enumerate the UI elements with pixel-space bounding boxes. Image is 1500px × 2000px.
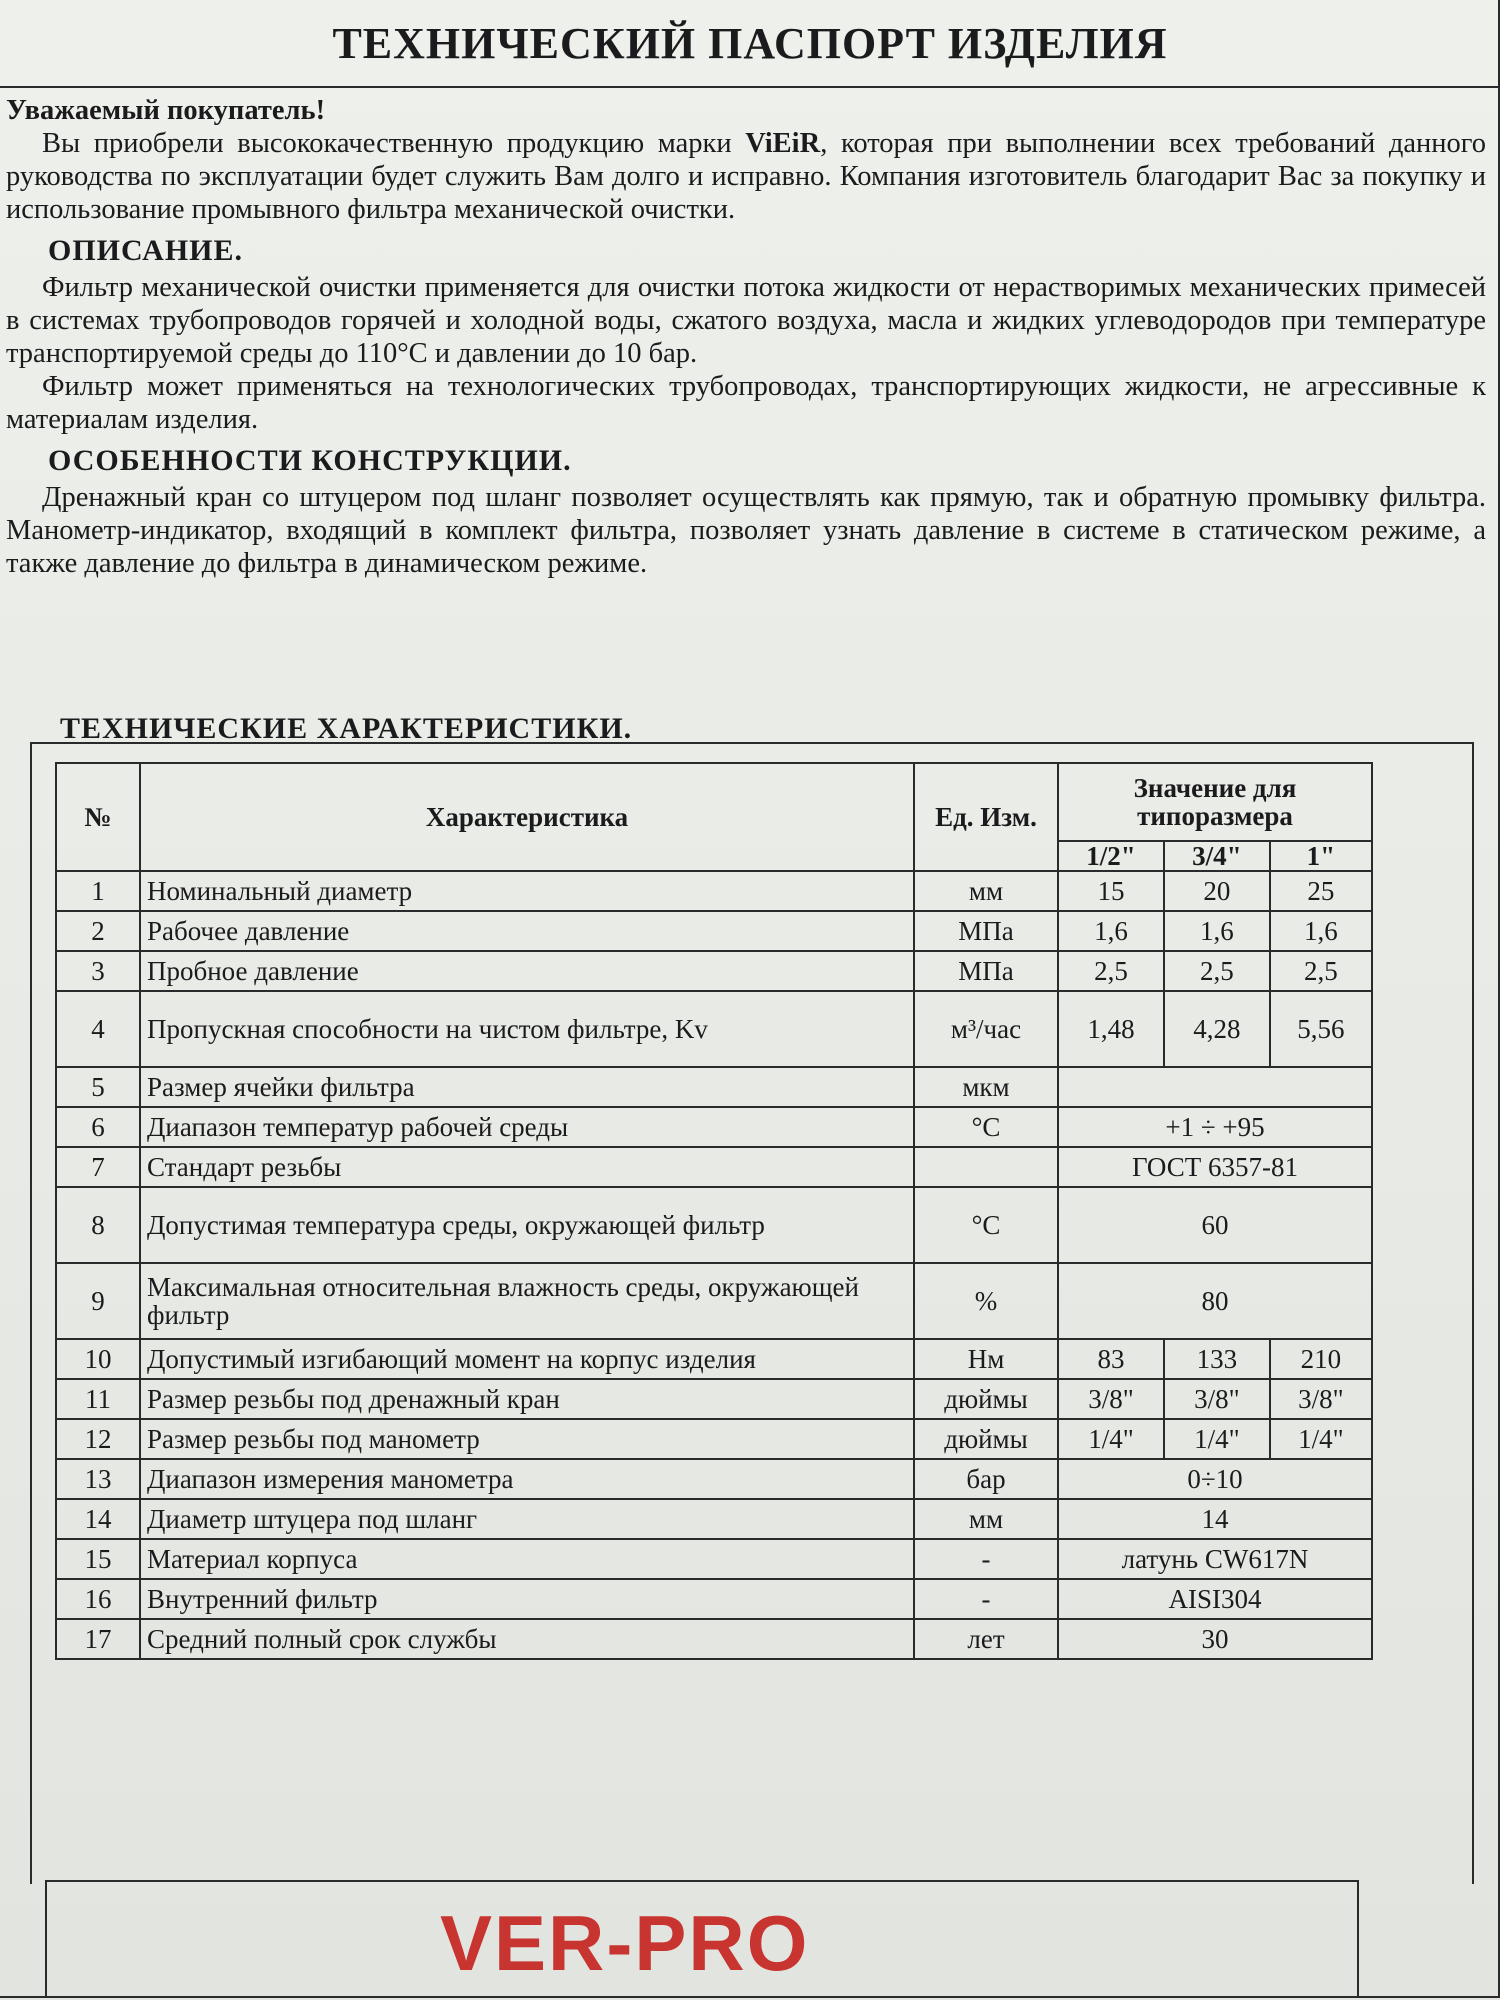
row-name: Размер ячейки фильтра [140, 1067, 914, 1107]
specs-heading: ТЕХНИЧЕСКИЕ ХАРАКТЕРИСТИКИ. [60, 712, 633, 745]
table-row [56, 1067, 1372, 1107]
row-value: 30 [1058, 1619, 1372, 1659]
table-row [56, 1107, 1372, 1147]
row-num: 12 [56, 1419, 140, 1459]
row-num: 4 [56, 991, 140, 1067]
row-value: +1 ÷ +95 [1058, 1107, 1372, 1147]
description-paragraph-1: Фильтр механической очистки применяется для очистки потока жидкости от нерастворимых механических примесей в системах трубопроводов горячей и холодной воды, сжатого воздуха, масла и жидких углеводородов при температуре транспортируемой среды до 110°С и давлении до 10 бар. [6, 272, 1486, 369]
table-row [56, 951, 1372, 991]
row-name: Допустимая температура среды, окружающей фильтр [140, 1187, 914, 1263]
table-row [56, 1263, 1372, 1339]
specs-table [55, 762, 1373, 1660]
row-unit [914, 1147, 1058, 1187]
row-value: 0÷10 [1058, 1459, 1372, 1499]
table-row [56, 871, 1372, 911]
row-value [1058, 1067, 1372, 1107]
row-unit: мкм [914, 1067, 1058, 1107]
description-heading: ОПИСАНИЕ. [48, 234, 244, 267]
row-name: Стандарт резьбы [140, 1147, 914, 1187]
table-row [56, 1619, 1372, 1659]
row-unit: МПа [914, 951, 1058, 991]
table-row [56, 1539, 1372, 1579]
row-num: 5 [56, 1067, 140, 1107]
row-num: 17 [56, 1619, 140, 1659]
row-value: 1,48 [1058, 991, 1164, 1067]
row-unit: - [914, 1579, 1058, 1619]
row-value: 14 [1058, 1499, 1372, 1539]
row-name: Номинальный диаметр [140, 871, 914, 911]
table-row [56, 1339, 1372, 1379]
table-row [56, 1419, 1372, 1459]
table-row [56, 1499, 1372, 1539]
row-name: Пробное давление [140, 951, 914, 991]
table-row [56, 1147, 1372, 1187]
row-unit: °С [914, 1187, 1058, 1263]
row-value: 4,28 [1164, 991, 1270, 1067]
row-name: Размер резьбы под дренажный кран [140, 1379, 914, 1419]
row-unit: дюймы [914, 1419, 1058, 1459]
table-row [56, 991, 1372, 1067]
row-name: Рабочее давление [140, 911, 914, 951]
greeting: Уважаемый покупатель! [6, 95, 326, 126]
row-num: 14 [56, 1499, 140, 1539]
row-value: 20 [1164, 871, 1270, 911]
row-value: 3/8" [1164, 1379, 1270, 1419]
row-value: 2,5 [1270, 951, 1372, 991]
row-value: 1,6 [1058, 911, 1164, 951]
table-row [56, 1459, 1372, 1499]
row-unit: Нм [914, 1339, 1058, 1379]
row-unit: °С [914, 1107, 1058, 1147]
row-unit: мм [914, 871, 1058, 911]
row-num: 16 [56, 1579, 140, 1619]
table-row [56, 1187, 1372, 1263]
row-value: 1/4" [1058, 1419, 1164, 1459]
row-num: 2 [56, 911, 140, 951]
brand-name: ViEiR [745, 128, 821, 159]
row-value: 210 [1270, 1339, 1372, 1379]
row-value: 3/8" [1058, 1379, 1164, 1419]
row-name: Материал корпуса [140, 1539, 914, 1579]
row-value: 1,6 [1270, 911, 1372, 951]
row-unit: мм [914, 1499, 1058, 1539]
row-value: 2,5 [1164, 951, 1270, 991]
row-name: Диаметр штуцера под шланг [140, 1499, 914, 1539]
row-num: 6 [56, 1107, 140, 1147]
row-value: 25 [1270, 871, 1372, 911]
intro-paragraph [6, 127, 1486, 226]
row-value: 1/4" [1270, 1419, 1372, 1459]
row-value: латунь CW617N [1058, 1539, 1372, 1579]
row-num: 11 [56, 1379, 140, 1419]
company-logo: VER-PRO [440, 1899, 810, 1987]
document-title: ТЕХНИЧЕСКИЙ ПАСПОРТ ИЗДЕЛИЯ [332, 19, 1168, 68]
specs-table-body [56, 871, 1372, 1659]
row-unit: - [914, 1539, 1058, 1579]
header-size: 3/4" [1164, 841, 1270, 871]
row-value: 2,5 [1058, 951, 1164, 991]
intro-text-before: Вы приобрели высококачественную продукцию марки [42, 128, 746, 159]
row-name: Диапазон температур рабочей среды [140, 1107, 914, 1147]
row-name: Внутренний фильтр [140, 1579, 914, 1619]
row-name: Максимальная относительная влажность среды, окружающей фильтр [140, 1263, 914, 1339]
header-name: Характеристика [140, 763, 914, 871]
row-name: Диапазон измерения манометра [140, 1459, 914, 1499]
row-value: 80 [1058, 1263, 1372, 1339]
row-num: 3 [56, 951, 140, 991]
title-block [0, 0, 1500, 88]
body-text [6, 94, 1486, 580]
table-row [56, 1379, 1372, 1419]
row-unit: бар [914, 1459, 1058, 1499]
row-value: 5,56 [1270, 991, 1372, 1067]
row-unit: м³/час [914, 991, 1058, 1067]
row-num: 8 [56, 1187, 140, 1263]
row-num: 9 [56, 1263, 140, 1339]
design-heading: ОСОБЕННОСТИ КОНСТРУКЦИИ. [48, 444, 572, 477]
row-num: 15 [56, 1539, 140, 1579]
header-size: 1/2" [1058, 841, 1164, 871]
row-name: Пропускная способности на чистом фильтре, Kv [140, 991, 914, 1067]
row-value: 15 [1058, 871, 1164, 911]
row-unit: МПа [914, 911, 1058, 951]
design-paragraph: Дренажный кран со штуцером под шланг позволяет осуществлять как прямую, так и обратную промывку фильтра. Манометр-индикатор, входящий в комплект фильтра, позволяет узнать давление в системе в статическом режиме, а также давление до фильтра в динамическом режиме. [6, 482, 1486, 579]
description-paragraph-2: Фильтр может применяться на технологических трубопроводах, транспортирующих жидкости, не агрессивные к материалам изделия. [6, 371, 1486, 435]
table-row [56, 1579, 1372, 1619]
row-num: 13 [56, 1459, 140, 1499]
header-size: 1" [1270, 841, 1372, 871]
header-unit: Ед. Изм. [914, 763, 1058, 871]
row-value: 1/4" [1164, 1419, 1270, 1459]
header-value-group: Значение для типоразмера [1058, 763, 1372, 841]
specs-table-head [56, 763, 1372, 871]
row-num: 10 [56, 1339, 140, 1379]
row-value: ГОСТ 6357-81 [1058, 1147, 1372, 1187]
row-unit: % [914, 1263, 1058, 1339]
intro-text-after: , которая при выполнении всех требований данного руководства по эксплуатации будет служить Вам долго и исправно. Компания изготовитель благодарит Вас за покупку и использование промывного фильтра механической очистки. [6, 128, 1486, 225]
table-row [56, 911, 1372, 951]
row-name: Допустимый изгибающий момент на корпус изделия [140, 1339, 914, 1379]
row-name: Средний полный срок службы [140, 1619, 914, 1659]
row-value: 3/8" [1270, 1379, 1372, 1419]
row-name: Размер резьбы под манометр [140, 1419, 914, 1459]
row-unit: дюймы [914, 1379, 1058, 1419]
row-value: 60 [1058, 1187, 1372, 1263]
row-num: 1 [56, 871, 140, 911]
row-value: AISI304 [1058, 1579, 1372, 1619]
row-unit: лет [914, 1619, 1058, 1659]
row-value: 83 [1058, 1339, 1164, 1379]
row-num: 7 [56, 1147, 140, 1187]
row-value: 133 [1164, 1339, 1270, 1379]
row-value: 1,6 [1164, 911, 1270, 951]
header-num: № [56, 763, 140, 871]
